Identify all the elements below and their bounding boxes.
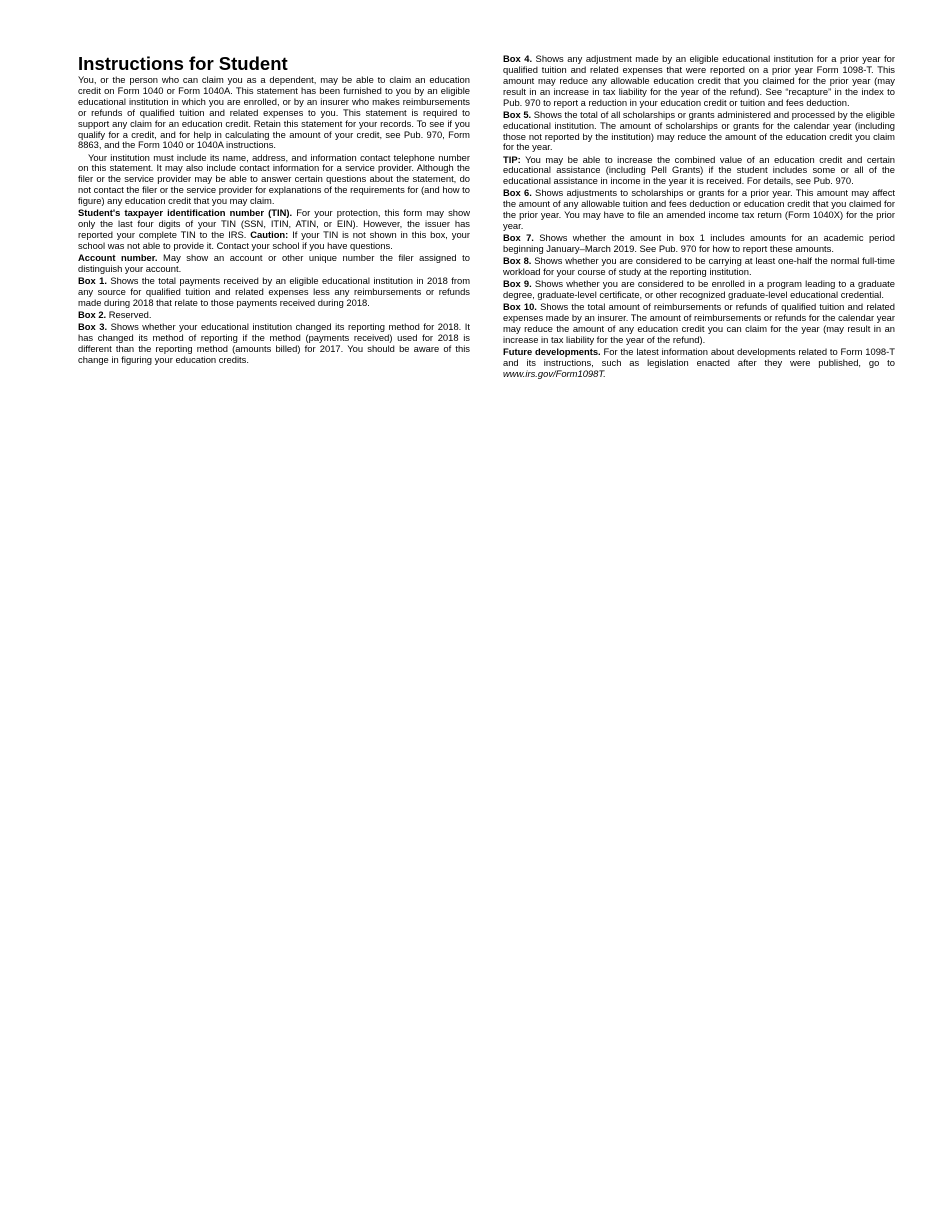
box5-text: Shows the total of all scholarships or grants administered and processed by the eligible educational institution. The amount of scholarships or grants for the calendar year (including those not reported by the institution) may reduce the amount of the education credit you claim for the year. bbox=[503, 108, 896, 153]
future-developments-label: Future developments. bbox=[503, 346, 601, 358]
account-label: Account number. bbox=[78, 252, 158, 264]
account-text: May show an account or other unique number the filer assigned to distinguish your account. bbox=[78, 252, 470, 274]
tin-label: Student's taxpayer identification number (TIN). bbox=[78, 207, 293, 219]
tip-paragraph bbox=[503, 155, 895, 188]
page-title: Instructions for Student bbox=[78, 53, 288, 74]
future-developments-text: For the latest information about developments related to Form 1098-T and its instructions, such as legislation enacted after they were published, go to bbox=[503, 346, 895, 368]
box2-text: Reserved. bbox=[106, 308, 152, 320]
box6-text: Shows adjustments to scholarships or grants for a prior year. This amount may affect the amount of any allowable tuition and fees deduction or education credit that you claimed for the prior year. You may have to file an amended income tax return (Form 1040X) for the prior year. bbox=[503, 187, 895, 232]
box5-label: Box 5. bbox=[503, 108, 532, 120]
tin-text-1: For your protection, this form may show only the last four digits of your TIN (SSN, ITIN, ATIN, or EIN). However, the issuer has reported your complete TIN to the IRS. bbox=[78, 207, 470, 241]
box6-label: Box 6. bbox=[503, 187, 532, 199]
left-column bbox=[78, 54, 470, 367]
box8-text: Shows whether you are considered to be carrying at least one-half the normal full-time workload for your course of study at the reporting institution. bbox=[503, 255, 895, 278]
box8-paragraph bbox=[503, 256, 895, 278]
caution-label: Caution: bbox=[250, 229, 289, 241]
tin-paragraph bbox=[78, 208, 470, 252]
box7-text: Shows whether the amount in box 1 includes amounts for an academic period beginning January–March 2019. See Pub. 970 for how to report these amounts. bbox=[503, 232, 896, 255]
box2-paragraph bbox=[78, 310, 470, 321]
box10-paragraph bbox=[503, 302, 895, 346]
box6-paragraph bbox=[503, 188, 895, 232]
box5-paragraph bbox=[503, 110, 895, 154]
box3-text: Shows whether your educational institution changed its reporting method for 2018. It has changed its method of reporting if the method (payments received) used for 2018 is different than the reporting method (amounts billed) for 2017. You should be aware of this change in figuring your education credits. bbox=[78, 321, 471, 365]
box1-text: Shows the total payments received by an eligible educational institution in 2018 from any source for qualified tuition and related expenses less any reimbursements or refunds made during 2018 that relate to those payments received during 2018. bbox=[78, 275, 471, 308]
box4-paragraph bbox=[503, 54, 895, 109]
box4-label: Box 4. bbox=[503, 53, 533, 64]
box7-label: Box 7. bbox=[503, 232, 534, 244]
box3-label: Box 3. bbox=[78, 321, 108, 333]
box9-text: Shows whether you are considered to be enrolled in a program leading to a graduate degree, graduate-level certificate, or other recognized graduate-level educational credential. bbox=[503, 278, 895, 301]
box9-label: Box 9. bbox=[503, 278, 532, 290]
box1-label: Box 1. bbox=[78, 275, 107, 287]
future-developments-paragraph bbox=[503, 347, 895, 380]
institution-paragraph: Your institution must include its name, address, and information contact telephone number on this statement. It may also include contact information for a service provider. Although the filer or the service provider may be able to answer certain questions about the statement, do not contact the filer or the service provider for explanations of the requirements for (and how to figure) any education credit that you may claim. bbox=[78, 151, 470, 207]
box10-label: Box 10. bbox=[503, 301, 537, 313]
intro-paragraph: You, or the person who can claim you as a dependent, may be able to claim an education credit on Form 1040 or Form 1040A. This statement has been furnished to you by an eligible educational institution in which you are enrolled, or by an insurer who makes reimbursements or refunds of qualified tuition and related expenses to you. This statement is required to support any claim for an education credit. Retain this statement for your records. To see if you qualify for a credit, and for help in calculating the amount of your credit, see Pub. 970, Form 8863, and the Form 1040 or 1040A instructions. bbox=[78, 74, 470, 151]
tip-label: TIP: bbox=[503, 153, 521, 165]
box10-text: Shows the total amount of reimbursements or refunds of qualified tuition and related expenses made by an insurer. The amount of reimbursements or refunds for the calendar year may reduce the amount of any education credit you can claim for the year (may result in an increase in tax liability for the year of the refund). bbox=[503, 301, 895, 345]
tip-text: You may be able to increase the combined value of an education credit and certain educational assistance (including Pell Grants) if the student includes some or all of the educational assistance in income in the year it is received. For details, see Pub. 970. bbox=[503, 153, 895, 187]
box7-paragraph bbox=[503, 233, 895, 255]
box8-label: Box 8. bbox=[503, 255, 532, 267]
box4-text: Shows any adjustment made by an eligible educational institution for a prior year for qualified tuition and related expenses that were reported on a prior year Form 1098-T. This amount may reduce any allowable education credit that you claimed for the prior year (may result in an increase in tax liability for the year of the refund). See “recapture” in the index to Pub. 970 to report a reduction in your education credit or tuition and fees deduction. bbox=[503, 53, 895, 108]
box2-label: Box 2. bbox=[78, 308, 107, 320]
account-paragraph bbox=[78, 253, 470, 275]
box3-paragraph bbox=[78, 322, 470, 366]
box9-paragraph bbox=[503, 279, 895, 301]
right-column bbox=[503, 54, 895, 381]
irs-form-link[interactable]: www.irs.gov/Form1098T. bbox=[503, 367, 606, 379]
box1-paragraph bbox=[78, 276, 470, 309]
tin-text-2: If your TIN is not shown in this box, your school was not able to provide it. Contact your school if you have questions. bbox=[78, 229, 471, 251]
